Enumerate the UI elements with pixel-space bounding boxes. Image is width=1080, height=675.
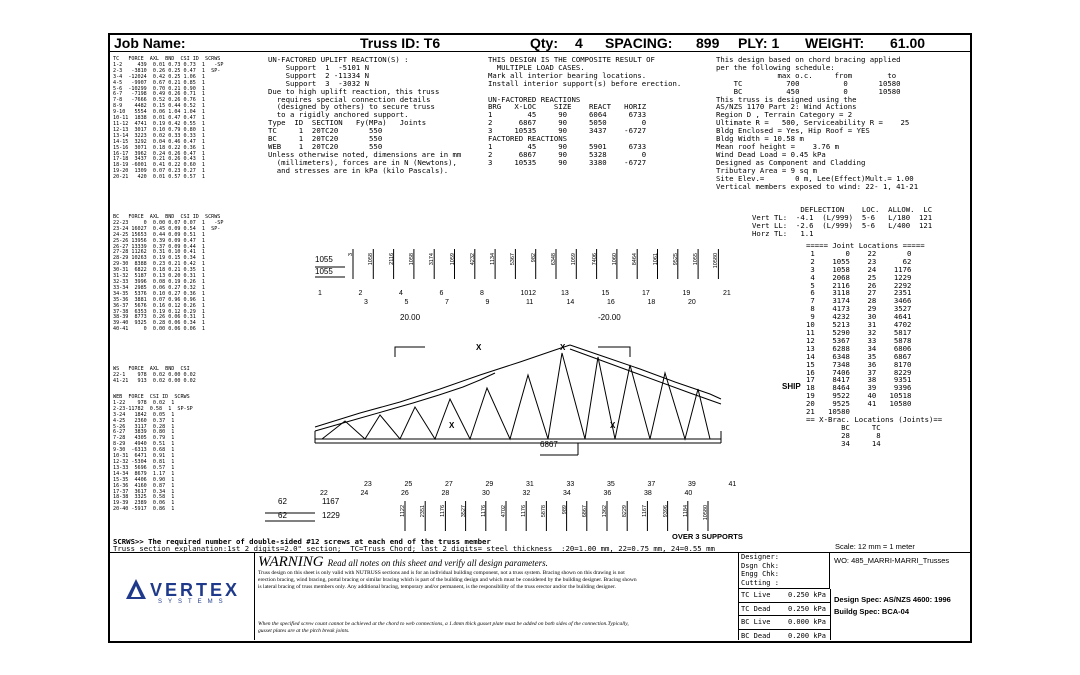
joint-location-line: 10 5213 31 4702 bbox=[806, 320, 912, 330]
loads-panel bbox=[738, 589, 831, 640]
top-joint-number: 21 bbox=[723, 290, 731, 297]
design-spec: Design Spec: AS/NZS 4600: 1996 bbox=[834, 595, 951, 604]
top-vertical-dim: 1059 bbox=[571, 253, 578, 266]
bc-row-line: 24-25 15653 0.44 0.09 0.51 1 bbox=[113, 231, 206, 238]
design-line: Vertical members exposed to wind: 22- 1, 41-21 bbox=[716, 181, 919, 191]
web-members bbox=[322, 353, 710, 439]
screws-note: SCRWS>> The required number of double-sided #12 screws at each end of the truss member bbox=[113, 537, 491, 546]
bottom-vertical-dim: 1122 bbox=[400, 505, 406, 517]
top-vertical-dim: 982 bbox=[530, 253, 537, 263]
design-line: This truss is designed using the bbox=[716, 94, 857, 104]
web-row-line: 4-25 2360 0.37 1 bbox=[113, 417, 175, 424]
bottom-joint-number: 22 bbox=[320, 490, 328, 497]
joint-location-line: 15 7348 36 8170 bbox=[806, 359, 912, 369]
bottom-vertical-dim: 989 bbox=[561, 505, 568, 515]
tc-row-line: 10-11 1838 0.01 0.47 0.47 1 bbox=[113, 115, 206, 122]
tc-row-line: 17-18 3437 0.21 0.26 0.43 1 bbox=[113, 156, 206, 163]
dsgn-chk-label: Dsgn Chk: bbox=[741, 561, 779, 570]
top-joint-number: 11 bbox=[526, 299, 534, 306]
bottom-joint-number: 38 bbox=[644, 490, 652, 497]
title-block bbox=[110, 552, 970, 642]
bottom-joint-number: 24 bbox=[360, 490, 369, 497]
bottom-vertical-dim: 3527 bbox=[460, 505, 467, 518]
tc-row-line: TC FORCE AXL BND CSI ID SCRWS bbox=[113, 56, 221, 62]
deflection-line: Vert LL: -2.6 (L/999) 5-6 L/400 121 bbox=[752, 220, 933, 230]
web-row-line: 13-33 5696 0.57 1 bbox=[113, 464, 175, 471]
design-line: Designed as Component and Cladding bbox=[716, 157, 866, 167]
joint-location-line: 12 5367 33 5878 bbox=[806, 335, 912, 345]
joint-location-line: 1 0 22 0 bbox=[806, 248, 912, 258]
top-vertical-dim: 1059 bbox=[449, 253, 456, 266]
reaction-line: MULTIPLE LOAD CASES. bbox=[488, 62, 585, 72]
bc-row-line: 25-26 13956 0.39 0.09 0.47 1 bbox=[113, 237, 206, 244]
top-vertical-dim: 3174 bbox=[429, 253, 436, 266]
reaction-line: BRG X-LOC SIZE REACT HORIZ bbox=[488, 102, 647, 112]
joint-location-line: 7 3174 28 3466 bbox=[806, 296, 912, 306]
bottom-joint-number: 32 bbox=[522, 490, 531, 497]
uplift-line: (millimeters), forces are in N (Newtons), bbox=[268, 157, 457, 167]
joint-location-line: 11 5290 32 5817 bbox=[806, 327, 912, 337]
top-vertical-dim: 6348 bbox=[551, 253, 557, 266]
reaction-line: 1 45 90 5901 6733 bbox=[488, 141, 647, 151]
uplift-line: Type ID SECTION Fy(MPa) Joints bbox=[268, 118, 427, 128]
uplift-line: and stresses are in kPa (kilo Pascals). bbox=[268, 165, 449, 175]
truss-drawing-sheet bbox=[108, 33, 972, 643]
bottom-joint-number: 26 bbox=[401, 490, 409, 497]
design-line: Bldg Width = 10.58 m bbox=[716, 134, 804, 144]
weight-label: WEIGHT: bbox=[805, 35, 865, 51]
joint-location-line: 34 14 bbox=[806, 438, 881, 448]
web-row-line: 2-23-11782 0.58 1 SP-SP bbox=[113, 405, 193, 412]
joint-location-line: 3 1058 24 1176 bbox=[806, 264, 912, 274]
tc-row-line: 8-9 4482 0.15 0.44 0.52 1 bbox=[113, 103, 206, 110]
web-row-line: 18-38 3325 0.58 1 bbox=[113, 494, 175, 501]
joint-location-line: 2 1055 23 62 bbox=[806, 256, 912, 266]
x-brace-mark-tc-1: X bbox=[476, 343, 482, 352]
dim-6867: 6867 bbox=[540, 440, 558, 449]
tc-row-line: 9-10 5554 0.06 1.04 1.04 1 bbox=[113, 109, 206, 116]
load-value: 0.250 kPa bbox=[788, 591, 826, 599]
design-line: Tributary Area = 9 sq m bbox=[716, 165, 818, 175]
bc-row-line: 32-33 3996 0.08 0.19 0.26 1 bbox=[113, 278, 206, 285]
joint-location-line: 20 9525 41 10580 bbox=[806, 399, 912, 409]
bottom-vertical-dim: 4702 bbox=[501, 505, 507, 518]
bc-row-line: 38-39 8773 0.26 0.06 0.31 1 bbox=[113, 314, 206, 321]
web-row-line: 5-26 3117 0.28 1 bbox=[113, 423, 175, 430]
web-row-line: 1-22 978 0.02 1 bbox=[113, 399, 175, 406]
ply-value: PLY: 1 bbox=[738, 35, 780, 51]
top-joint-number: 15 bbox=[601, 290, 610, 297]
joint-location-line: == X-Brac. Locations (Joints)== bbox=[806, 414, 943, 424]
bottom-joint-number: 39 bbox=[688, 481, 696, 488]
bottom-joint-number: 29 bbox=[485, 481, 494, 488]
bottom-joint-number: 27 bbox=[445, 481, 453, 488]
logo-name: VERTEX bbox=[150, 580, 241, 600]
pitch-symbol-right bbox=[598, 347, 630, 357]
top-vertical-dim: 1055 bbox=[693, 253, 700, 266]
dim-1055-a: 1055 bbox=[315, 255, 333, 264]
design-line: Ultimate R = 500, Serviceability R = 25 bbox=[716, 118, 910, 128]
load-row bbox=[738, 630, 830, 644]
bottom-joint-number: 34 bbox=[563, 490, 571, 497]
load-row bbox=[738, 616, 830, 630]
qty-label: Qty: bbox=[530, 35, 558, 51]
bottom-joint-number: 30 bbox=[482, 490, 490, 497]
joint-location-line: 21 10580 bbox=[806, 407, 850, 417]
reaction-line: 3 10535 90 3380 -6727 bbox=[488, 157, 647, 167]
top-vertical-dim: 8464 bbox=[632, 253, 639, 266]
pitch-right-label: -20.00 bbox=[598, 313, 621, 322]
bottom-joint-number: 37 bbox=[647, 481, 656, 488]
joint-location-line: 8 4173 29 3527 bbox=[806, 304, 912, 314]
warning-subtitle: Read all notes on this sheet and verify all design parameters. bbox=[327, 558, 548, 568]
load-value: 0.250 kPa bbox=[788, 604, 826, 613]
joint-location-line: BC TC bbox=[806, 422, 881, 432]
design-line: AS/NZS 1170 Part 2: Wind Actions bbox=[716, 102, 857, 112]
joint-location-line: 28 8 bbox=[806, 430, 881, 440]
x-brace-mark-bc-1: X bbox=[449, 421, 455, 430]
web-row-line: 20-40 -5917 0.86 1 bbox=[113, 506, 175, 513]
section-note: Truss section explanation:1st 2 digits=2.0" section; TC=Truss Chord; last 2 digits= steel thickness :20=1.00 mm, 22=0.75 mm, 24=0.55 mm bbox=[113, 544, 715, 553]
top-vertical-dim: 1134 bbox=[490, 253, 497, 265]
uplift-line: BC 1 20TC20 550 bbox=[268, 134, 383, 144]
dim-62-a: 62 bbox=[278, 497, 287, 506]
cutting-label: Cutting : bbox=[741, 578, 779, 587]
bottom-vertical-dim: 9396 bbox=[662, 505, 669, 518]
load-row bbox=[738, 603, 830, 617]
top-vertical-dim: 5367 bbox=[510, 253, 517, 266]
joint-location-line: 9 4232 30 4641 bbox=[806, 312, 912, 322]
web-row-line: 10-31 6471 0.91 1 bbox=[113, 453, 175, 460]
bc-row-line: 29-30 8388 0.23 0.21 0.42 1 bbox=[113, 261, 206, 268]
web-row-line: 14-34 8679 1.17 1 bbox=[113, 470, 175, 477]
uplift-line: requires special connection details bbox=[268, 94, 431, 104]
bc-row-line: 34-35 5376 0.10 0.27 0.36 1 bbox=[113, 290, 206, 297]
load-value: 0.000 kPa bbox=[788, 618, 826, 626]
uplift-line: Support 3 -3032 N bbox=[268, 78, 370, 88]
uplift-line: WEB 1 20TC20 550 bbox=[268, 141, 383, 151]
uplift-line: (designed by others) to secure truss bbox=[268, 102, 435, 112]
tc-row-line: 6-7 -7198 0.49 0.26 0.71 1 bbox=[113, 91, 206, 98]
tc-row-line: 3-4 -12024 0.42 0.25 1.06 1 bbox=[113, 73, 206, 80]
bc-row-line: 30-31 6822 0.18 0.21 0.35 1 bbox=[113, 267, 206, 274]
top-joint-number: 1 bbox=[318, 290, 322, 297]
web-row-line: 12-32 -5304 0.81 1 bbox=[113, 458, 175, 465]
ship-label: SHIP bbox=[782, 382, 801, 391]
top-vertical-dim: 7406 bbox=[591, 253, 598, 266]
web-row-line: 16-36 4160 0.87 1 bbox=[113, 482, 175, 489]
top-joint-number: 3 bbox=[364, 299, 368, 306]
pitch-left-label: 20.00 bbox=[400, 313, 421, 322]
tc-row-line: 16-17 3962 0.24 0.26 0.47 1 bbox=[113, 150, 206, 157]
top-joint-number: 4 bbox=[399, 290, 403, 297]
joint-location-line: 18 8464 39 9396 bbox=[806, 383, 912, 393]
bottom-joint-number: 33 bbox=[566, 481, 575, 488]
bc-row-line: 31-32 5187 0.13 0.20 0.31 1 bbox=[113, 273, 206, 280]
bottom-vertical-dim: 5878 bbox=[541, 505, 548, 518]
engg-chk-label: Engg Chk: bbox=[741, 570, 779, 578]
bottom-joint-number: 40 bbox=[684, 490, 693, 497]
logo-panel bbox=[110, 553, 255, 640]
reaction-line: 1 45 90 6064 6733 bbox=[488, 110, 647, 120]
web-row-line: WEB FORCE CSI ID SCRWS bbox=[113, 394, 190, 400]
over-supports-note: OVER 3 SUPPORTS bbox=[672, 532, 743, 541]
web-row-line: 3-24 1842 0.05 1 bbox=[113, 411, 175, 418]
top-joint-number: 9 bbox=[485, 299, 490, 306]
bottom-joint-number: 36 bbox=[603, 490, 612, 497]
joint-location-line: 17 8417 38 9351 bbox=[806, 375, 912, 385]
load-row bbox=[738, 589, 830, 603]
joint-location-line: 4 2068 25 1229 bbox=[806, 272, 912, 282]
bc-row-line: 39-40 9325 0.28 0.06 0.34 1 bbox=[113, 320, 206, 327]
top-joint-number: 17 bbox=[642, 290, 650, 297]
bottom-joint-number: 28 bbox=[441, 490, 450, 497]
top-joint-number: 20 bbox=[688, 299, 696, 306]
top-joint-number: 5 bbox=[404, 299, 409, 306]
bottom-joint-number: 31 bbox=[526, 481, 534, 488]
joint-location-line: 14 6348 35 6867 bbox=[806, 351, 912, 361]
bottom-joint-number: 23 bbox=[364, 481, 372, 488]
joint-location-line: 5 2116 26 2292 bbox=[806, 280, 912, 290]
deflection-line: Vert TL: -4.1 (L/999) 5-6 L/180 121 bbox=[752, 212, 933, 222]
tc-row-line: 2-3 -3810 0.26 0.25 0.47 1 SP- bbox=[113, 67, 221, 74]
bottom-vertical-dim: 8229 bbox=[622, 505, 629, 518]
top-chord-right-lower bbox=[570, 349, 721, 404]
bc-row-line: 40-41 0 0.00 0.06 0.06 1 bbox=[113, 326, 206, 333]
web-row-line: 15-35 4406 0.90 1 bbox=[113, 476, 175, 483]
design-line: BC 450 0 10580 bbox=[716, 86, 901, 96]
top-joint-number: 7 bbox=[445, 299, 449, 306]
bc-row-line: 33-34 2985 0.06 0.27 0.32 1 bbox=[113, 284, 206, 291]
uplift-line: Support 2 -11334 N bbox=[268, 70, 370, 80]
work-order: WO: 485_MARRI-MARRI_Trusses bbox=[834, 556, 950, 565]
design-line: Mean roof height = 3.76 m bbox=[716, 141, 840, 151]
web-row-line: 17-37 3617 0.34 1 bbox=[113, 488, 175, 495]
top-joint-number: 14 bbox=[566, 299, 575, 306]
top-joint-number: 6 bbox=[439, 290, 444, 297]
top-joint-number: 13 bbox=[561, 290, 569, 297]
dim-1229: 1229 bbox=[322, 511, 340, 520]
reaction-line: FACTORED REACTIONS bbox=[488, 134, 568, 144]
designer-label: Designer: bbox=[741, 553, 779, 561]
design-line: per the following schedule: bbox=[716, 62, 835, 72]
top-chord-left-lower bbox=[315, 373, 495, 431]
top-vertical-dim: 1060 bbox=[611, 253, 618, 266]
dim-1167: 1167 bbox=[322, 497, 340, 506]
bottom-vertical-dim: 1176 bbox=[480, 505, 487, 517]
joint-location-line: 19 9522 40 10518 bbox=[806, 391, 912, 401]
dim-1055-b: 1055 bbox=[315, 267, 333, 276]
bc-row-line: 26-27 13339 0.37 0.09 0.44 1 bbox=[113, 243, 206, 250]
design-line: TC 700 0 10580 bbox=[716, 78, 901, 88]
top-vertical-dim: 3 bbox=[348, 253, 354, 257]
top-vertical-dim: 2116 bbox=[388, 253, 395, 265]
uplift-line: Due to high uplift reaction, this truss bbox=[268, 86, 440, 96]
design-line: Bldg Enclosed = Yes, Hip Roof = YES bbox=[716, 126, 870, 136]
weight-value: 61.00 bbox=[890, 35, 926, 51]
bottom-vertical-dim: 1184 bbox=[682, 505, 689, 517]
tc-row-line: 14-15 3292 0.04 0.46 0.47 1 bbox=[113, 138, 206, 145]
warning-panel bbox=[254, 553, 739, 640]
reaction-line: UN-FACTORED REACTIONS bbox=[488, 94, 581, 104]
design-line: This design based on chord bracing applied bbox=[716, 55, 901, 64]
load-label: TC Dead bbox=[741, 604, 771, 613]
bc-row-line: 35-36 3881 0.07 0.96 0.96 1 bbox=[113, 296, 206, 303]
web-row-line: 6-27 3839 0.80 1 bbox=[113, 429, 175, 436]
scale-note: Scale: 12 mm = 1 meter bbox=[835, 542, 915, 551]
tc-row-line: 7-8 -7666 0.52 0.26 0.76 1 bbox=[113, 97, 206, 104]
ws-row-line: 41-21 913 0.02 0.00 0.02 bbox=[113, 377, 196, 384]
bottom-vertical-dim: 10580 bbox=[703, 505, 709, 521]
top-joint-number: 16 bbox=[607, 299, 615, 306]
bottom-joint-number: 41 bbox=[728, 481, 737, 488]
reaction-line: 2 6867 90 5328 0 bbox=[488, 149, 647, 159]
tc-row-line: 1-2 439 0.01 0.73 0.73 1 -SP bbox=[113, 61, 224, 68]
deflection-line: DEFLECTION LOC. ALLOW. LC bbox=[752, 205, 933, 214]
load-value: 0.200 kPa bbox=[788, 631, 826, 640]
top-vertical-dim: 1058 bbox=[368, 253, 375, 266]
top-vertical-dim: 9525 bbox=[672, 253, 679, 266]
reaction-line: THIS DESIGN IS THE COMPOSITE RESULT OF bbox=[488, 55, 655, 64]
dim-62-b: 62 bbox=[278, 511, 287, 520]
design-line: Site Elev.= 0 m, Lee(Effect)Mult.= 1.00 bbox=[716, 173, 914, 183]
top-joint-number: 2 bbox=[358, 290, 363, 297]
spacing-value: 899 bbox=[696, 35, 720, 51]
bc-row-line: 23-24 16027 0.45 0.09 0.54 1 SP- bbox=[113, 225, 221, 232]
joint-location-line: 6 3118 27 2351 bbox=[806, 288, 912, 298]
web-row-line: 8-29 4940 0.51 1 bbox=[113, 441, 175, 448]
top-joint-number: 1012 bbox=[520, 290, 537, 297]
reaction-line: Install interior support(s) before erection. bbox=[488, 78, 682, 88]
warning-body: Truss design on this sheet is only valid with NUTRUSS sections and is for an individual building component, not a truss system. Bracing shown on this drawing is not erection bracing, wind bracing, portal bracing or similar bracing which is part of the building design and which must be considered by the building designer. Bracing shown is lateral bracing of truss members only. Any additional bracing, temporary and/or permanent, is the responsibility of the truss erector and/or the building designer. bbox=[258, 570, 637, 590]
x-brace-mark-bc-2: X bbox=[610, 421, 616, 430]
tc-row-line: 18-19 -6001 0.41 0.22 0.60 1 bbox=[113, 162, 206, 169]
bottom-joint-number: 35 bbox=[607, 481, 615, 488]
tc-row-line: 11-12 4741 0.19 0.42 0.55 1 bbox=[113, 120, 206, 127]
top-joint-number: 18 bbox=[647, 299, 656, 306]
reaction-line: Mark all interior bearing locations. bbox=[488, 70, 647, 80]
design-line: Region D , Terrain Category = 2 bbox=[716, 110, 853, 120]
loads-list bbox=[738, 589, 830, 643]
bc-row-line: 22-23 0 0.00 0.07 0.07 1 -SP bbox=[113, 219, 224, 226]
truss-diagram bbox=[110, 35, 970, 550]
joint-location-line: ===== Joint Locations ===== bbox=[806, 241, 925, 250]
ws-row-line: WS FORCE AXL BND CSI bbox=[113, 366, 190, 372]
x-brace-mark-tc-2: X bbox=[560, 343, 566, 352]
deflection-line: Horz TL: 1.1 bbox=[752, 228, 814, 238]
logo-sub: SYSTEMS bbox=[158, 599, 229, 605]
bc-row-line: 37-38 6353 0.19 0.12 0.29 1 bbox=[113, 308, 206, 315]
building-spec: Buildg Spec: BCA-04 bbox=[834, 607, 910, 616]
top-vertical-dim: 1061 bbox=[652, 253, 659, 266]
vertex-logo-icon bbox=[126, 579, 146, 601]
uplift-line: Unless otherwise noted, dimensions are in mm bbox=[268, 149, 462, 159]
web-row-line: 19-39 2389 0.06 1 bbox=[113, 500, 175, 507]
uplift-line: Support 1 -5101 N bbox=[268, 62, 370, 72]
uplift-line: to a rigidly anchored support. bbox=[268, 110, 409, 120]
warning-title: WARNING bbox=[258, 554, 324, 570]
top-joint-number: 19 bbox=[682, 290, 691, 297]
ws-row-line: 22-1 978 0.02 0.00 0.02 bbox=[113, 371, 196, 378]
pitch-symbol-left bbox=[395, 347, 400, 357]
tc-row-line: 20-21 420 0.01 0.57 0.57 1 bbox=[113, 174, 206, 181]
uplift-line: UN-FACTORED UPLIFT REACTION(S) : bbox=[268, 55, 409, 64]
tc-row-line: 5-6 -10299 0.70 0.21 0.90 1 bbox=[113, 85, 206, 92]
bottom-vertical-dim: 6867 bbox=[581, 505, 588, 518]
web-row-line: 9-30 -6313 0.68 1 bbox=[113, 447, 175, 454]
uplift-line: TC 1 20TC20 550 bbox=[268, 126, 383, 136]
tc-row-line: 15-16 3071 0.18 0.22 0.36 1 bbox=[113, 144, 206, 151]
bc-row-line: 28-29 10263 0.19 0.15 0.34 1 bbox=[113, 255, 206, 262]
job-name-label: Job Name: bbox=[114, 35, 186, 51]
top-vertical-dim: 1058 bbox=[408, 253, 415, 266]
tc-row-line: 13-14 3223 0.02 0.33 0.33 1 bbox=[113, 132, 206, 139]
bc-row-line: 36-37 5676 0.16 0.12 0.26 1 bbox=[113, 302, 206, 309]
spacing-label: SPACING: bbox=[605, 35, 673, 51]
reaction-line: 3 10535 90 3437 -6727 bbox=[488, 126, 647, 136]
bc-row-line: 27-28 11262 0.31 0.10 0.41 1 bbox=[113, 249, 206, 256]
load-label: BC Live bbox=[741, 618, 771, 626]
top-vertical-dim: 10580 bbox=[713, 253, 720, 269]
warning-footnote: When the specified screw count cannot be achieved at the chord to web connections, a 1.4mm thick gusset plate must be added on both sides of the connection.Typically, gusset plates are at the pitch break joints. bbox=[258, 621, 629, 634]
bottom-joint-number: 25 bbox=[404, 481, 413, 488]
joint-location-line: 16 7406 37 8229 bbox=[806, 367, 912, 377]
bottom-vertical-dim: 1167 bbox=[642, 505, 649, 517]
tc-row-line: 12-13 3017 0.10 0.79 0.80 1 bbox=[113, 126, 206, 133]
bottom-vertical-dim: 1362 bbox=[602, 505, 608, 518]
load-label: BC Dead bbox=[741, 631, 771, 640]
design-line: max o.c. from to bbox=[716, 70, 897, 80]
checks-panel bbox=[738, 553, 830, 589]
tc-row-line: 19-20 1309 0.07 0.23 0.27 1 bbox=[113, 168, 206, 175]
reaction-line: 2 6867 90 5050 0 bbox=[488, 118, 647, 128]
truss-geometry bbox=[265, 249, 721, 531]
truss-id: Truss ID: T6 bbox=[360, 35, 441, 51]
qty-value: 4 bbox=[575, 35, 583, 51]
top-vertical-dim: 4232 bbox=[469, 253, 476, 266]
web-row-line: 7-28 4305 0.79 1 bbox=[113, 435, 175, 442]
joint-location-line: 13 6288 34 6806 bbox=[806, 343, 912, 353]
top-joint-number: 8 bbox=[480, 290, 484, 297]
bottom-vertical-dim: 2351 bbox=[420, 505, 427, 518]
design-line: Wind Dead Load = 0.45 kPa bbox=[716, 149, 826, 159]
tc-row-line: 4-5 -9907 0.67 0.21 0.85 1 bbox=[113, 79, 206, 86]
bc-row-line: BC FORCE AXL BND CSI ID SCRWS bbox=[113, 214, 221, 220]
bottom-vertical-dim: 1176 bbox=[440, 505, 447, 517]
load-label: TC Live bbox=[741, 591, 771, 599]
bottom-vertical-dim: 1176 bbox=[521, 505, 528, 517]
